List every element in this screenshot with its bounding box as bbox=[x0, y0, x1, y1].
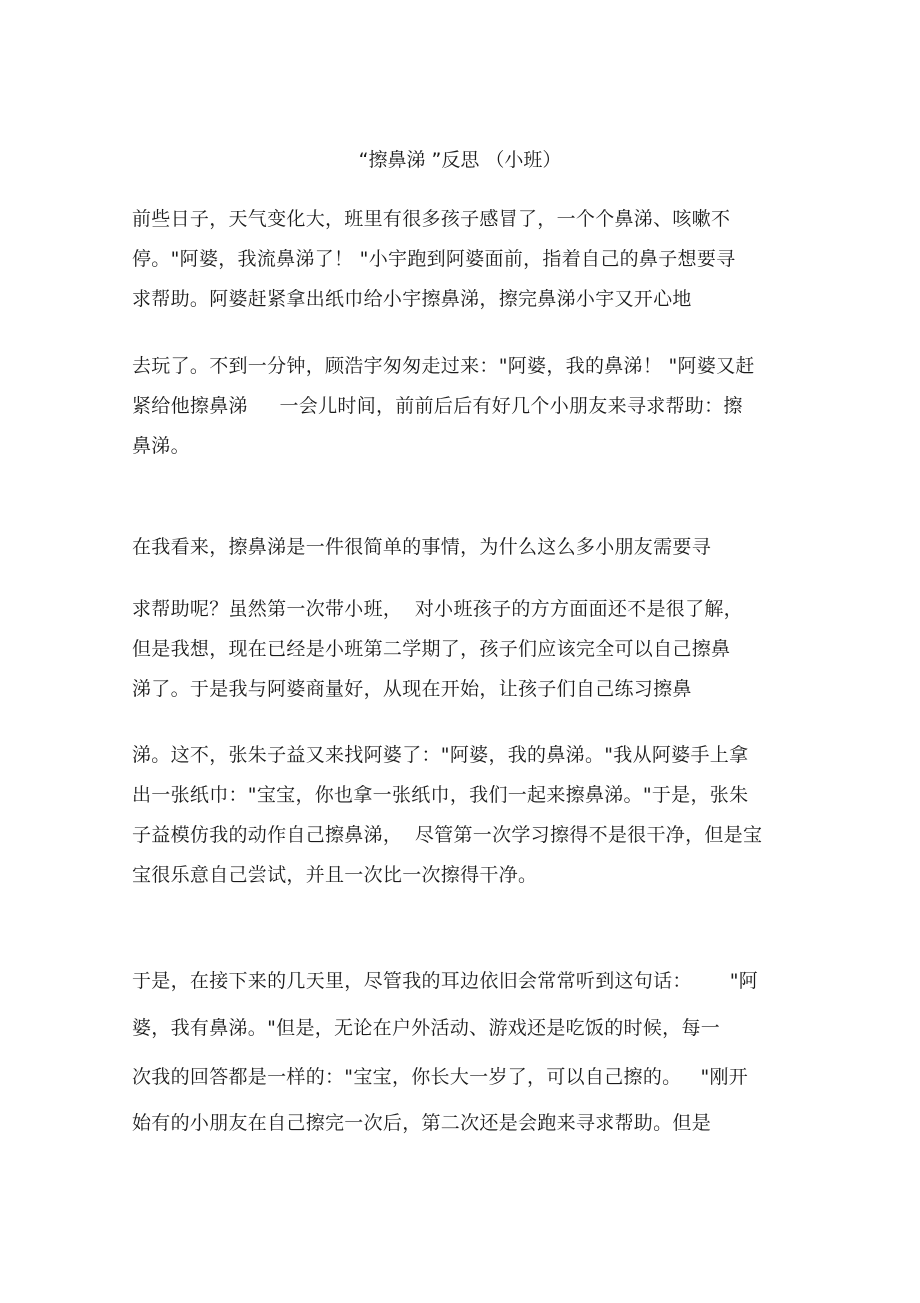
text-line: 子益模仿我的动作自己擦鼻涕， 尽管第一次学习擦得不是很干净，但是宝 bbox=[132, 824, 763, 846]
text-line: 始有的小朋友在自己擦完一次后，第二次还是会跑来寻求帮助。但是 bbox=[132, 1112, 712, 1134]
text-line: 求帮助呢？虽然第一次带小班， 对小班孩子的方方面面还不是很了解， bbox=[132, 598, 743, 620]
text-line: 停。"阿婆，我流鼻涕了！ "小宇跑到阿婆面前，指着自己的鼻子想要寻 bbox=[132, 248, 736, 270]
text-line: 婆，我有鼻涕。"但是，无论在户外活动、游戏还是吃饭的时候，每一 bbox=[132, 1017, 721, 1039]
text-line: 求帮助。阿婆赶紧拿出纸巾给小宇擦鼻涕，擦完鼻涕小宇又开心地 bbox=[132, 288, 692, 310]
text-line: 宝很乐意自己尝试，并且一次比一次擦得干净。 bbox=[132, 864, 538, 886]
text-line: 涕。这不，张朱子益又来找阿婆了："阿婆，我的鼻涕。"我从阿婆手上拿 bbox=[132, 744, 749, 766]
text-line: 前些日子，天气变化大，班里有很多孩子感冒了，一个个鼻涕、咳嗽不 bbox=[132, 208, 731, 230]
text-line: 但是我想，现在已经是小班第二学期了，孩子们应该完全可以自己擦鼻 bbox=[132, 638, 731, 660]
text-line: 鼻涕。 bbox=[132, 435, 190, 457]
text-line: 在我看来，擦鼻涕是一件很简单的事情，为什么这么多小朋友需要寻 bbox=[132, 536, 712, 558]
document-title: “擦鼻涕 ”反思 （小班） bbox=[358, 149, 562, 171]
text-line: 去玩了。不到一分钟，顾浩宇匆匆走过来："阿婆，我的鼻涕！ "阿婆又赶 bbox=[132, 355, 755, 377]
text-line: 紧给他擦鼻涕 一会儿时间，前前后后有好几个小朋友来寻求帮助：擦 bbox=[132, 395, 743, 417]
text-line: 出一张纸巾："宝宝，你也拿一张纸巾，我们一起来擦鼻涕。"于是，张朱 bbox=[132, 784, 749, 806]
text-line: 于是，在接下来的几天里，尽管我的耳边依旧会常常听到这句话： "阿 bbox=[132, 970, 759, 992]
text-line: 涕了。于是我与阿婆商量好，从现在开始，让孩子们自己练习擦鼻 bbox=[132, 678, 692, 700]
text-line: 次我的回答都是一样的："宝宝，你长大一岁了，可以自己擦的。 "刚开 bbox=[132, 1066, 749, 1088]
